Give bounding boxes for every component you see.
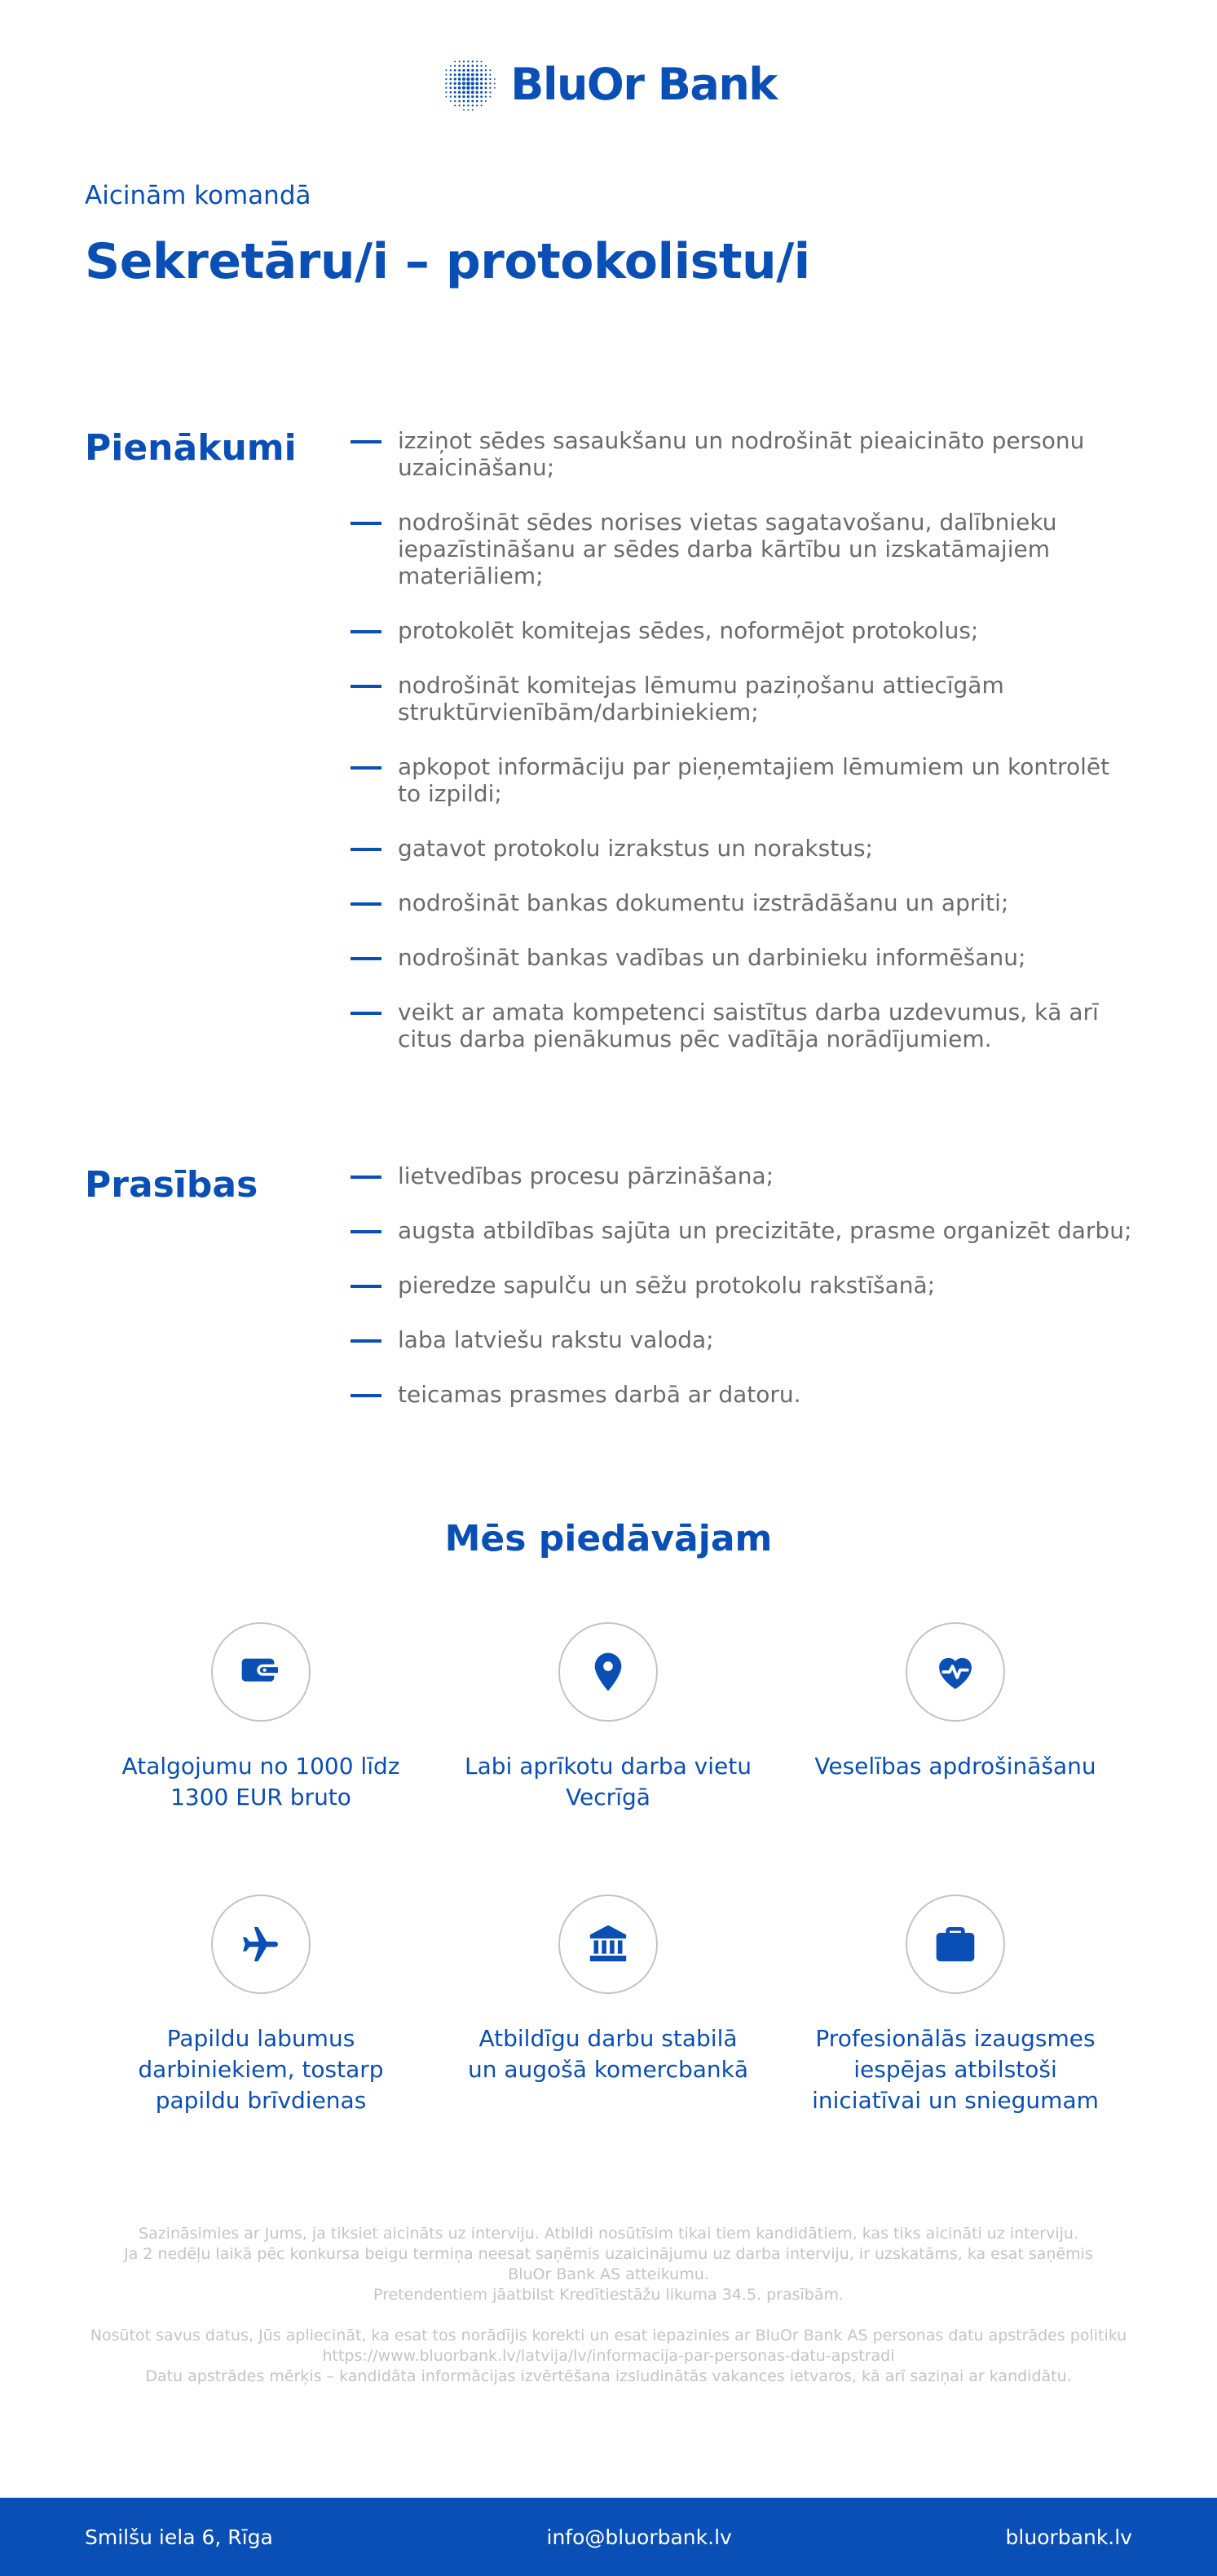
job-title: Sekretāru/i – protokolistu/i <box>85 233 810 290</box>
benefit-label: Profesionālās izaugsmes iespējas atbilstoši iniciatīvai un sniegumam <box>812 2025 1099 2114</box>
benefit-icon-circle <box>558 1895 658 1994</box>
airplane-icon <box>238 1921 284 1967</box>
heart-pulse-icon <box>933 1649 978 1695</box>
benefit-label: Veselības apdrošināšanu <box>814 1753 1096 1780</box>
list-item: teicamas prasmes darbā ar datoru. <box>351 1381 1133 1408</box>
privacy-note <box>82 2326 1135 2387</box>
requirements-heading: Prasības <box>85 1164 258 1206</box>
benefit-label: Atalgojumu no 1000 līdz 1300 EUR bruto <box>121 1753 400 1811</box>
note-line: Ja 2 nedēļu laikā pēc konkursa beigu termiņa neesat saņēmis uzaicinājumu uz darba interviju, ir uzskatāms, ka esat saņēmis <box>124 2245 1093 2263</box>
benefit-health-insurance <box>784 1622 1127 1782</box>
list-item: nodrošināt sēdes norises vietas sagatavošanu, dalībnieku iepazīstināšanu ar sēdes darba kārtību un izskatāmajiem materiāliem; <box>351 509 1133 589</box>
logo-dot-globe-icon <box>440 55 497 112</box>
list-item: gatavot protokolu izrakstus un norakstus; <box>351 835 1133 862</box>
wallet-icon <box>238 1649 284 1695</box>
list-item: nodrošināt komitejas lēmumu paziņošanu attiecīgām struktūrvienībām/darbiniekiem; <box>351 672 1133 726</box>
note-line: Sazināsimies ar Jums, ja tiksiet aicināts uz interviju. Atbildi nosūtīsim tikai tiem kandidātiem, kas tiks aicināti uz interviju. <box>138 2225 1078 2243</box>
list-item: nodrošināt bankas vadības un darbinieku informēšanu; <box>351 944 1133 971</box>
list-item: pieredze sapulču un sēžu protokolu rakstīšanā; <box>351 1272 1133 1299</box>
benefit-icon-circle <box>906 1622 1005 1722</box>
benefit-workplace <box>437 1622 779 1813</box>
benefit-label: Papildu labumus darbiniekiem, tostarp papildu brīvdienas <box>138 2025 384 2114</box>
benefit-label: Labi aprīkotu darba vietu Vecrīgā <box>465 1753 752 1811</box>
contact-note <box>82 2224 1135 2305</box>
location-pin-icon <box>585 1649 631 1695</box>
list-item: augsta atbildības sajūta un precizitāte, prasme organizēt darbu; <box>351 1217 1133 1244</box>
benefit-icon-circle <box>558 1622 658 1722</box>
duties-heading: Pienākumi <box>85 427 297 469</box>
benefit-extra-perks <box>90 1895 432 2116</box>
intro-text: Aicinām komandā <box>85 181 311 210</box>
duties-list <box>351 427 1133 1080</box>
benefit-stable-bank <box>437 1895 779 2085</box>
benefit-label: Atbildīgu darbu stabilā un augošā komercbankā <box>467 2025 749 2083</box>
list-item: izziņot sēdes sasaukšanu un nodrošināt pieaicināto personu uzaicināšanu; <box>351 427 1133 481</box>
privacy-policy-link[interactable]: https://www.bluorbank.lv/latvija/lv/informacija-par-personas-datu-apstradi <box>322 2347 895 2365</box>
note-line: Pretendentiem jāatbilst Kredītiestāžu likuma 34.5. prasībām. <box>373 2286 844 2304</box>
note-line: BluOr Bank AS atteikumu. <box>508 2265 709 2283</box>
list-item: nodrošināt bankas dokumentu izstrādāšanu un apriti; <box>351 889 1133 916</box>
bank-logo <box>0 47 1217 121</box>
bank-building-icon <box>585 1921 631 1967</box>
benefit-icon-circle <box>211 1895 311 1994</box>
list-item: veikt ar amata kompetenci saistītus darba uzdevumus, kā arī citus darba pienākumus pēc vadītāja norādījumiem. <box>351 999 1133 1052</box>
list-item: protokolēt komitejas sēdes, noformējot protokolus; <box>351 617 1133 644</box>
note-line: Nosūtot savus datus, Jūs apliecināt, ka esat tos norādījis korekti un esat iepazinies ar BluOr Bank AS personas datu apstrādes politiku <box>90 2327 1127 2344</box>
requirements-list <box>351 1162 1133 1436</box>
benefit-growth <box>784 1895 1127 2116</box>
footer-website-link[interactable]: bluorbank.lv <box>1005 2525 1132 2549</box>
footer-email-link[interactable]: info@bluorbank.lv <box>546 2525 732 2549</box>
list-item: laba latviešu rakstu valoda; <box>351 1326 1133 1353</box>
benefit-icon-circle <box>211 1622 311 1722</box>
benefit-salary <box>90 1622 432 1813</box>
brand-name: BluOr Bank <box>510 58 777 110</box>
briefcase-icon <box>933 1921 978 1967</box>
footer-address: Smilšu iela 6, Rīga <box>85 2525 273 2549</box>
note-line: Datu apstrādes mērķis – kandidāta informācijas izvērtēšana izsludinātās vakances ietvaros, kā arī saziņai ar kandidātu. <box>145 2367 1072 2385</box>
list-item: lietvedības procesu pārzināšana; <box>351 1162 1133 1189</box>
offer-heading: Mēs piedāvājam <box>444 1518 773 1559</box>
benefit-icon-circle <box>906 1895 1005 1994</box>
footer-bar <box>0 2498 1217 2576</box>
list-item: apkopot informāciju par pieņemtajiem lēmumiem un kontrolēt to izpildi; <box>351 753 1133 807</box>
